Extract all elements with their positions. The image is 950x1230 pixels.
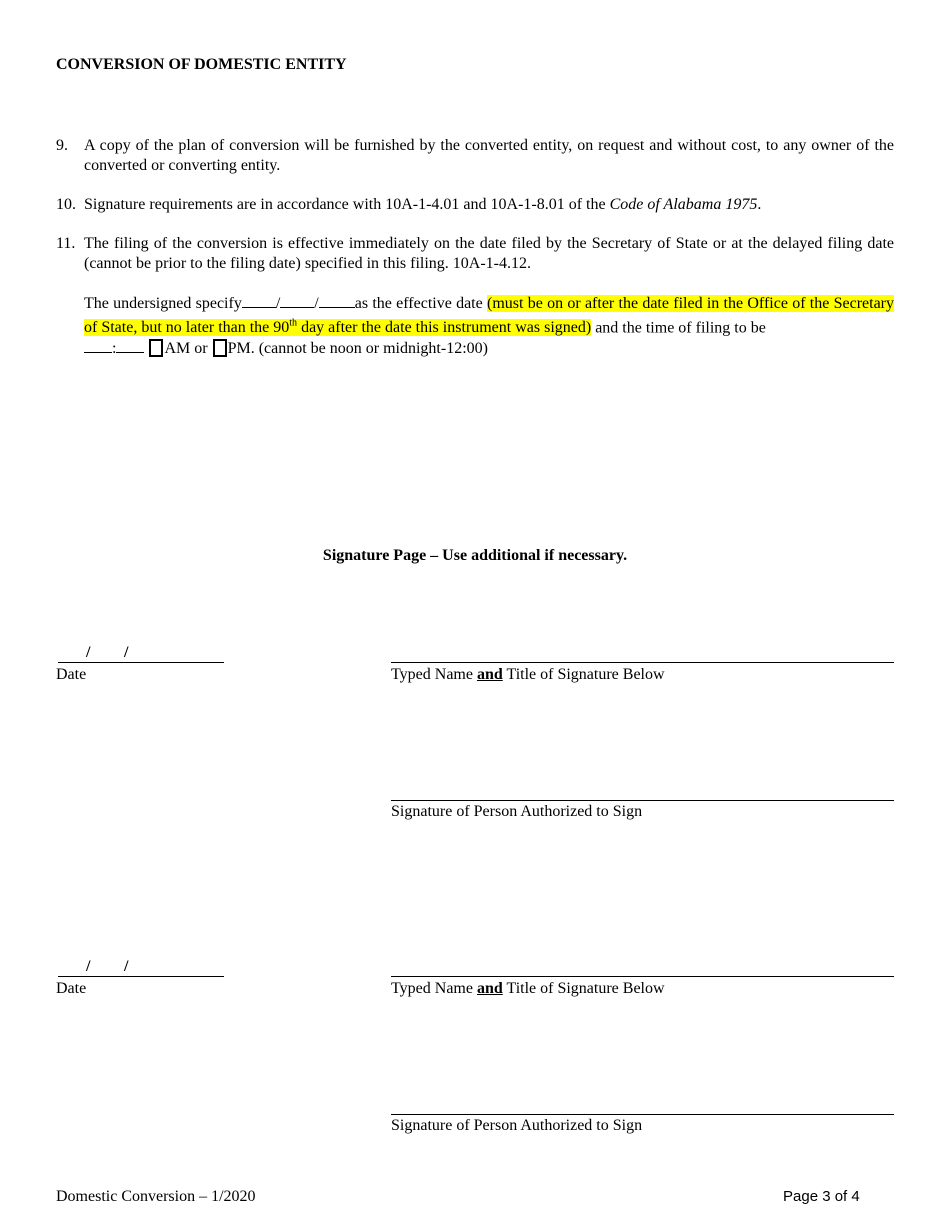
date-field-2[interactable]: / /: [58, 960, 224, 977]
page-title: CONVERSION OF DOMESTIC ENTITY: [56, 56, 347, 73]
typed-name-line-1[interactable]: [391, 662, 894, 663]
signature-label: Signature of Person Authorized to Sign: [391, 803, 643, 820]
footer-page-number: Page 3 of 4: [783, 1188, 860, 1205]
code-citation: Code of Alabama 1975: [609, 196, 758, 213]
effective-year-field[interactable]: [319, 293, 355, 308]
item-number: 11.: [56, 235, 76, 252]
typed-name-label: Typed Name and Title of Signature Below: [391, 666, 665, 683]
item-number: 10.: [56, 196, 76, 213]
list-item-9: [56, 136, 894, 176]
signature-page-title: Signature Page – Use additional if necessary.: [322, 547, 628, 564]
typed-name-line-2[interactable]: [391, 976, 894, 977]
time-hour-field[interactable]: [84, 338, 112, 353]
signature-label: Signature of Person Authorized to Sign: [391, 1117, 643, 1134]
effective-date-paragraph: The undersigned specify / / as the effective date (must be on or after the date filed in the Office of the Secretary of State, but no later than the 90th day after the date this instrument was signed) and the time of filing to be : AM or PM. (cannot be noon or midnight-12:00): [84, 295, 895, 358]
am-checkbox[interactable]: [149, 339, 163, 357]
time-minute-field[interactable]: [116, 338, 144, 353]
date-label: Date: [56, 666, 87, 683]
list-item-11: [56, 234, 894, 274]
typed-name-label: Typed Name and Title of Signature Below: [391, 980, 665, 997]
item-text: Signature requirements are in accordance with 10A-1-4.01 and 10A-1-8.01 of the Code of Alabama 1975.: [84, 196, 762, 213]
item-number: 9.: [56, 137, 68, 154]
signature-line-2[interactable]: [391, 1114, 894, 1115]
pm-checkbox[interactable]: [213, 339, 227, 357]
item-text: The filing of the conversion is effective immediately on the date filed by the Secretary of State or at the delayed filing date (cannot be prior to the filing date) specified in this filing. 10A-1-4.12.: [84, 235, 894, 272]
effective-day-field[interactable]: [280, 293, 314, 308]
item-text: A copy of the plan of conversion will be furnished by the converted entity, on request and without cost, to any owner of the converted or converting entity.: [84, 137, 894, 174]
date-field-1[interactable]: / /: [58, 646, 224, 663]
list-item-10: [56, 195, 894, 215]
effective-month-field[interactable]: [242, 293, 276, 308]
footer-form-name: Domestic Conversion – 1/2020: [56, 1188, 256, 1205]
date-label: Date: [56, 980, 87, 997]
highlighted-note: (must be on or after the date filed in the Office of the Secretary of State, but no later than the 90th day after the date this instrument was signed): [84, 295, 895, 337]
signature-line-1[interactable]: [391, 800, 894, 801]
